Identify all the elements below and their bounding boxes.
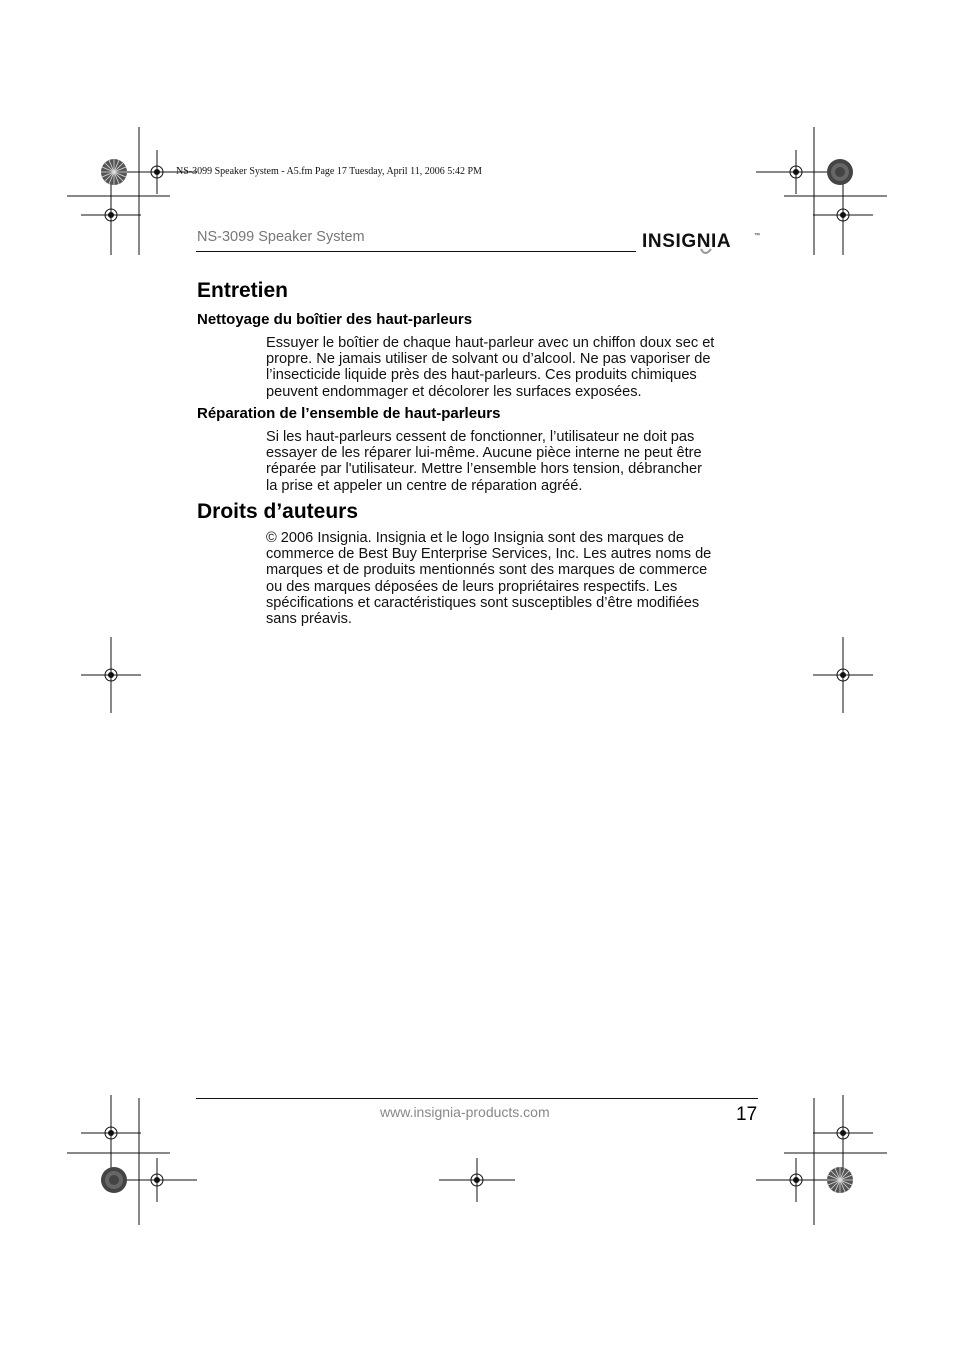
crosshair-icon <box>813 637 873 713</box>
paragraph-line: peuvent endommager et décolorer les surfaces exposées. <box>266 383 642 400</box>
section-heading-entretien: Entretien <box>197 279 289 302</box>
crosshair-icon <box>81 175 141 255</box>
paragraph-line: Essuyer le boîtier de chaque haut-parleur avec un chiffon doux sec et <box>266 335 715 351</box>
subsection-heading-repair: Réparation de l’ensemble de haut-parleurs <box>197 405 501 422</box>
starburst-target-icon <box>101 1167 127 1193</box>
page-number: 17 <box>736 1104 758 1125</box>
paragraph-line: Si les haut-parleurs cessent de fonctionner, l’utilisateur ne doit pas <box>266 429 695 445</box>
crosshair-icon <box>117 1158 197 1202</box>
paragraph-line: commerce de Best Buy Enterprise Services, Inc. Les autres noms de <box>266 546 712 563</box>
paragraph-line: essayer de les réparer lui-même. Aucune pièce interne ne peut être <box>266 445 702 462</box>
paragraph-line: sans préavis. <box>266 611 352 628</box>
paragraph-line: spécifications et caractéristiques sont susceptibles d’être modifiées <box>266 594 700 611</box>
paragraph-line: la prise et appeler un centre de réparation agréé. <box>266 477 583 494</box>
crosshair-icon <box>117 150 197 194</box>
header-title: NS-3099 Speaker System <box>197 229 365 245</box>
starburst-target-icon <box>101 159 127 185</box>
crosshair-icon <box>439 1158 515 1202</box>
paragraph-line: marques et de produits mentionnés sont des marques de commerce <box>266 562 708 579</box>
crosshair-icon <box>813 1095 873 1171</box>
paragraph-line: propre. Ne jamais utiliser de solvant ou d’alcool. Ne pas vaporiser de <box>266 351 711 368</box>
subsection-heading-cleaning: Nettoyage du boîtier des haut-parleurs <box>197 311 473 328</box>
section-heading-copyright: Droits d’auteurs <box>197 500 359 523</box>
crosshair-icon <box>756 1158 836 1202</box>
logo-trademark: ™ <box>754 233 760 239</box>
crosshair-icon <box>81 1095 141 1171</box>
logo-wordmark: INSIGNIA <box>642 231 732 252</box>
crosshair-icon <box>756 150 836 194</box>
starburst-target-icon <box>827 1167 853 1193</box>
crosshair-icon <box>813 175 873 255</box>
paragraph-line: l’insecticide liquide près des haut-parleurs. Ces produits chimiques <box>266 367 697 384</box>
paragraph-line: ou des marques déposées de leurs propriétaires respectifs. Les <box>266 578 678 595</box>
starburst-target-icon <box>827 159 853 185</box>
print-slug: NS-3099 Speaker System - A5.fm Page 17 Tuesday, April 11, 2006 5:42 PM <box>176 166 482 177</box>
paragraph-line: réparée par l'utilisateur. Mettre l’ensemble hors tension, débrancher <box>266 461 702 478</box>
footer-url: www.insignia-products.com <box>380 1104 550 1120</box>
crosshair-icon <box>81 637 141 713</box>
paragraph-line: © 2006 Insignia. Insignia et le logo Insignia sont des marques de <box>266 530 685 546</box>
